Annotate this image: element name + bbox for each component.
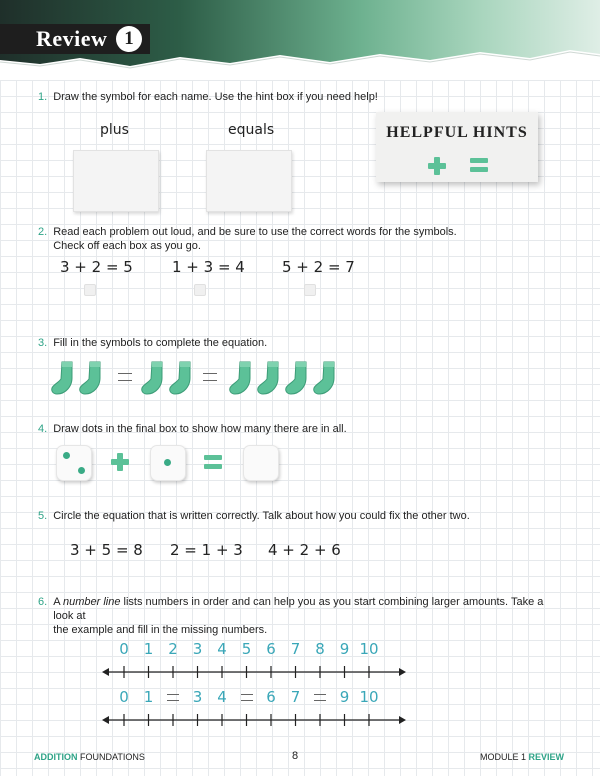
question-text-term: number line — [62, 596, 121, 608]
number-line-label: 5 — [241, 640, 252, 658]
question-text: Draw the symbol for each name. Use the hint box if you need help! — [53, 91, 378, 103]
equation-option[interactable]: 2 = 1 + 3 — [170, 541, 243, 559]
symbol-name-plus: plus — [100, 122, 129, 138]
question-number: 5. — [38, 510, 48, 522]
number-line-label: 7 — [290, 640, 301, 658]
number-line-label: 9 — [339, 640, 350, 658]
hint-symbols — [376, 112, 538, 182]
plus-icon — [428, 157, 446, 175]
missing-number-blank[interactable] — [167, 700, 179, 701]
question-2 — [38, 225, 457, 253]
number-line-label: 6 — [266, 640, 276, 658]
review-number-badge: 1 — [116, 26, 142, 52]
question-text-rest: lists numbers in order and can help you as you start combining larger amounts. Take a look at — [53, 596, 544, 622]
symbol-blank[interactable] — [203, 373, 217, 374]
question-text-2: the example and fill in the missing numbers. — [53, 624, 268, 636]
missing-number-blank[interactable] — [314, 700, 326, 701]
equals-icon — [470, 158, 488, 172]
number-line-label: 1 — [143, 688, 154, 706]
footer-module — [480, 752, 564, 762]
number-line-label: 4 — [217, 640, 227, 658]
footer-title — [34, 752, 145, 762]
question-text: Fill in the symbols to complete the equation. — [53, 337, 268, 349]
question-number: 6. — [38, 596, 48, 608]
check-box[interactable] — [194, 284, 206, 296]
number-line-axis — [100, 713, 420, 727]
number-line-label: 10 — [359, 688, 379, 706]
equation: 3 + 2 = 5 — [60, 258, 133, 276]
sock-icon — [140, 360, 166, 401]
draw-box-plus[interactable] — [73, 150, 159, 212]
footer-module-accent: REVIEW — [528, 752, 565, 762]
check-box[interactable] — [84, 284, 96, 296]
die-dot — [164, 459, 171, 466]
number-line-label: 10 — [359, 640, 379, 658]
missing-number-blank[interactable] — [241, 700, 253, 701]
review-label: Review — [0, 24, 150, 54]
check-box[interactable] — [304, 284, 316, 296]
helpful-hints-box — [376, 112, 538, 182]
question-4 — [38, 422, 347, 436]
footer-rest: FOUNDATIONS — [77, 752, 145, 762]
page-number: 8 — [292, 750, 299, 762]
number-line-label: 6 — [266, 688, 276, 706]
symbol-blank[interactable] — [203, 380, 217, 381]
sock-icon — [256, 360, 282, 401]
equation-option[interactable]: 3 + 5 = 8 — [70, 541, 143, 559]
missing-number-blank[interactable] — [167, 694, 179, 695]
question-5 — [38, 509, 470, 523]
number-line-label: 3 — [192, 688, 203, 706]
equation: 5 + 2 = 7 — [282, 258, 355, 276]
question-text-2: Check off each box as you go. — [53, 240, 201, 252]
missing-number-blank[interactable] — [314, 694, 326, 695]
question-number: 4. — [38, 423, 48, 435]
question-text: Draw dots in the final box to show how many there are in all. — [53, 423, 347, 435]
question-number: 2. — [38, 226, 48, 238]
number-line-label: 7 — [290, 688, 301, 706]
question-text-prefix: A — [53, 596, 63, 608]
sock-icon — [50, 360, 76, 401]
sock-icon — [228, 360, 254, 401]
footer-accent: ADDITION — [34, 752, 78, 762]
number-line-label: 9 — [339, 688, 350, 706]
number-line-axis — [100, 665, 420, 679]
symbol-name-equals: equals — [228, 122, 275, 138]
number-line-label: 1 — [143, 640, 154, 658]
question-6 — [38, 595, 568, 637]
question-3 — [38, 336, 267, 350]
number-line-label: 3 — [192, 640, 203, 658]
footer-module-prefix: MODULE 1 — [480, 752, 529, 762]
answer-die-box[interactable] — [243, 445, 279, 481]
question-text: Read each problem out loud, and be sure to use the correct words for the symbols. — [53, 226, 457, 238]
equation-option[interactable]: 4 + 2 + 6 — [268, 541, 341, 559]
symbol-blank[interactable] — [118, 373, 132, 374]
number-line-label: 2 — [168, 640, 178, 658]
question-text: Circle the equation that is written correctly. Talk about how you could fix the other two. — [53, 510, 470, 522]
number-line-label: 0 — [119, 688, 129, 706]
sock-icon — [78, 360, 104, 401]
hint-title: HELPFUL HINTS — [386, 124, 528, 141]
die-two — [56, 445, 92, 481]
equals-icon — [203, 454, 223, 470]
sock-icon — [168, 360, 194, 401]
die-one — [150, 445, 186, 481]
missing-number-blank[interactable] — [241, 694, 253, 695]
symbol-blank[interactable] — [118, 380, 132, 381]
question-number: 1. — [38, 91, 48, 103]
question-1 — [38, 90, 378, 104]
draw-box-equals[interactable] — [206, 150, 292, 212]
sock-icon — [284, 360, 310, 401]
equation: 1 + 3 = 4 — [172, 258, 245, 276]
plus-icon — [110, 452, 130, 472]
number-line-label: 0 — [119, 640, 129, 658]
die-dot — [78, 467, 85, 474]
number-line-label: 8 — [315, 640, 325, 658]
number-line-label: 4 — [217, 688, 227, 706]
question-number: 3. — [38, 337, 48, 349]
sock-icon — [312, 360, 338, 401]
die-dot — [63, 452, 70, 459]
